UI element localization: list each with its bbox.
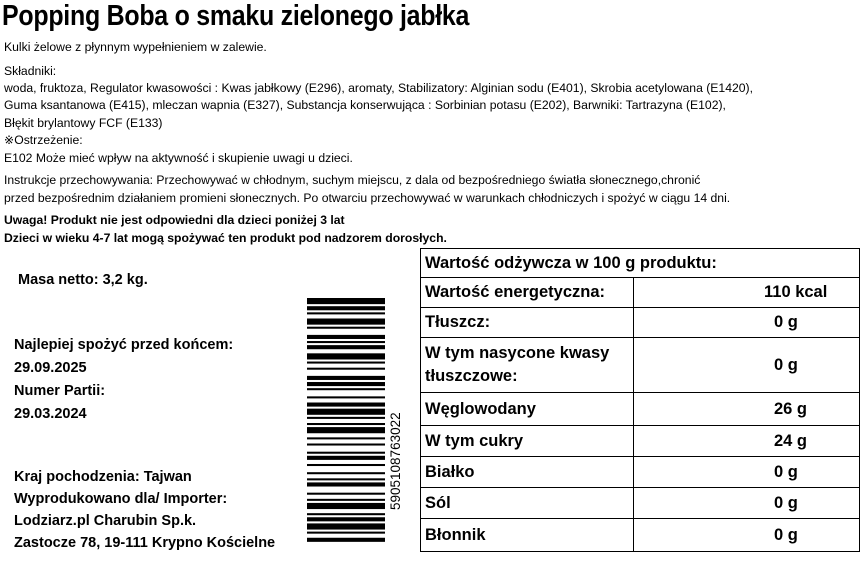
nutrition-label: Sól — [421, 488, 634, 519]
storage-line: przed bezpośrednim działaniem promieni słonecznych. Po otwarciu przechowywać w warunkach chłodniczych i spożyć w ciągu 14 dni. — [4, 191, 731, 205]
ingredients-line: Błękit brylantowy FCF (E133) — [4, 116, 163, 130]
ingredients-line: Guma ksantanowa (E415), mleczan wapnia (E327), Substancja konserwująca : Sorbinian potasu (E202), Barwniki: Tartrazyna (E102), — [4, 98, 726, 112]
barcode-number: 5905108763022 — [388, 412, 403, 510]
nutrition-value: 110 kcal — [634, 278, 860, 308]
product-title: Popping Boba o smaku zielonego jabłka — [2, 0, 470, 32]
origin-line: Kraj pochodzenia: Tajwan — [14, 469, 192, 485]
origin-line: Lodziarz.pl Charubin Sp.k. — [14, 513, 197, 529]
age-warning-line: Dzieci w wieku 4-7 lat mogą spożywać ten produkt pod nadzorem dorosłych. — [4, 231, 447, 245]
nutrition-value: 0 g — [634, 519, 860, 552]
batch-value: 29.03.2024 — [14, 406, 87, 422]
origin-line: Zastocze 78, 19-111 Krypno Kościelne — [14, 535, 276, 551]
description: Kulki żelowe z płynnym wypełnieniem w zalewie. — [4, 40, 267, 54]
nutrition-value: 0 g — [634, 338, 860, 393]
best-before-date: 29.09.2025 — [14, 360, 87, 376]
nutrition-header: Wartość odżywcza w 100 g produktu: — [421, 249, 860, 278]
net-mass: Masa netto: 3,2 kg. — [18, 272, 148, 288]
warning-text: E102 Może mieć wpływ na aktywność i skupienie uwagi u dzieci. — [4, 151, 353, 165]
storage-line: Instrukcje przechowywania: Przechowywać w chłodnym, suchym miejscu, z dala od bezpośredniego światła słonecznego,chronić — [4, 173, 701, 187]
batch-label: Numer Partii: — [14, 383, 106, 399]
ingredients-line: woda, fruktoza, Regulator kwasowości : Kwas jabłkowy (E296), aromaty, Stabilizatory: Alginian sodu (E401), Skrobia acetylowana (E1420), — [4, 81, 753, 95]
warning-header: ※Ostrzeżenie: — [4, 133, 83, 147]
ingredients-header: Składniki: — [4, 64, 57, 78]
age-warning-line: Uwaga! Produkt nie jest odpowiedni dla dzieci poniżej 3 lat — [4, 213, 345, 227]
nutrition-value: 24 g — [634, 426, 860, 457]
nutrition-value: 0 g — [634, 308, 860, 338]
nutrition-label: W tym cukry — [421, 426, 634, 457]
barcode — [307, 298, 385, 548]
nutrition-label: Białko — [421, 457, 634, 488]
nutrition-label: Tłuszcz: — [421, 308, 634, 338]
nutrition-label: Błonnik — [421, 519, 634, 552]
nutrition-value: 0 g — [634, 457, 860, 488]
nutrition-value: 26 g — [634, 393, 860, 426]
nutrition-value: 0 g — [634, 488, 860, 519]
nutrition-label: Wartość energetyczna: — [421, 278, 634, 308]
nutrition-table — [420, 248, 860, 552]
nutrition-label: W tym nasycone kwasy tłuszczowe: — [421, 338, 634, 393]
nutrition-label: Węglowodany — [421, 393, 634, 426]
best-before-label: Najlepiej spożyć przed końcem: — [14, 337, 234, 353]
origin-line: Wyprodukowano dla/ Importer: — [14, 491, 228, 507]
